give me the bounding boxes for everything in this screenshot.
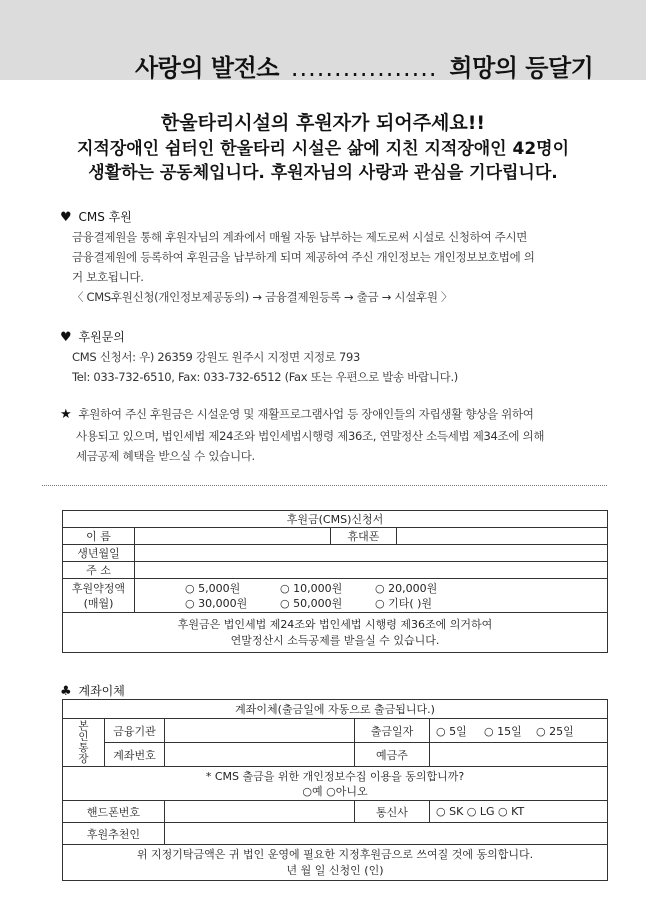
amount-option-30000[interactable]: ○ 30,000원 bbox=[185, 596, 248, 610]
account-transfer-form bbox=[62, 699, 608, 881]
cms-section-heading bbox=[60, 208, 132, 225]
holder-field[interactable] bbox=[430, 743, 608, 767]
referrer-label: 후원추천인 bbox=[63, 823, 165, 845]
inquiry-address-line: CMS 신청서: 우) 26359 강원도 원주시 지정면 지정로 793 bbox=[72, 350, 361, 364]
account-number-label: 계좌번호 bbox=[105, 743, 165, 767]
cms-application-form bbox=[62, 510, 608, 653]
cms-section-title: CMS 후원 bbox=[78, 210, 132, 224]
heart-icon: ♥ bbox=[60, 210, 72, 225]
withdraw-date-label: 출금일자 bbox=[355, 719, 430, 743]
privacy-consent-question: * CMS 출금을 위한 개인정보수집 이용을 동의합니까? bbox=[205, 769, 465, 783]
header-title-dots: ................. bbox=[290, 54, 438, 82]
star-icon: ★ bbox=[60, 407, 72, 422]
notice-text: 사용되고 있으며, 법인세법 제24조와 법인세법시행령 제36조, 연말정산 소득세법 제34조에 의해 bbox=[76, 429, 545, 443]
privacy-consent bbox=[63, 767, 608, 801]
carrier-label: 통신사 bbox=[355, 801, 430, 823]
dotted-separator bbox=[42, 485, 607, 486]
tax-note: 후원금은 법인세법 제24조와 법인세법 시행령 제36조에 의거하여 연말정산시 소득공제를 받을실 수 있습니다. bbox=[63, 613, 608, 653]
cms-text-line: 금융결제원을 통해 후원자님의 계좌에서 매월 자동 납부하는 제도로써 시설로 신청하여 주시면 bbox=[72, 230, 528, 244]
amount-option-5000[interactable]: ○ 5,000원 bbox=[185, 581, 241, 595]
amount-label: 후원약정액 (매월) bbox=[63, 579, 135, 613]
header-title-left: 사랑의 발전소 bbox=[135, 54, 279, 82]
mobile-field[interactable] bbox=[165, 801, 355, 823]
headline-line-1: 한울타리시설의 후원자가 되어주세요!! bbox=[160, 112, 486, 134]
mobile-label: 핸드폰번호 bbox=[63, 801, 165, 823]
designation-agreement bbox=[63, 845, 608, 881]
phone-label: 휴대폰 bbox=[331, 528, 397, 545]
transfer-form-title: 계좌이체(출금일에 자동으로 출금됩니다.) bbox=[63, 700, 608, 719]
transfer-section-heading bbox=[60, 682, 125, 699]
notice-text: 후원하여 주신 후원금은 시설운영 및 재활프로그램사업 등 장애인들의 자립생활 향상을 위하여 bbox=[78, 407, 534, 421]
club-icon: ♣ bbox=[60, 684, 72, 699]
bank-field[interactable] bbox=[165, 719, 355, 743]
address-label: 주 소 bbox=[63, 562, 135, 579]
headline-line-2: 지적장애인 쉼터인 한울타리 시설은 삶에 지친 지적장애인 42명이 bbox=[76, 139, 570, 159]
inquiry-section-title: 후원문의 bbox=[78, 330, 125, 344]
notice-line-1 bbox=[60, 406, 534, 422]
inquiry-section-heading bbox=[60, 328, 125, 345]
account-number-field[interactable] bbox=[165, 743, 355, 767]
birth-field[interactable] bbox=[135, 545, 608, 562]
cms-text-line: 금융결제원에 등록하여 후원금을 납부하게 되며 제공하여 주신 개인정보는 개인정보보호법에 의 bbox=[72, 250, 535, 264]
referrer-field[interactable] bbox=[165, 823, 608, 845]
birth-label: 생년월일 bbox=[63, 545, 135, 562]
date-option-15[interactable]: ○ 15일 bbox=[484, 724, 522, 738]
date-option-5[interactable]: ○ 5일 bbox=[436, 724, 467, 738]
headline-line-3: 생활하는 공동체입니다. 후원자님의 사랑과 관심을 기다립니다. bbox=[88, 163, 558, 183]
privacy-consent-options[interactable]: ○예 ○아니오 bbox=[302, 784, 368, 798]
cms-text-line: 거 보호됩니다. bbox=[72, 270, 144, 284]
amount-option-other[interactable]: ○ 기타( )원 bbox=[375, 596, 433, 610]
header-title bbox=[135, 48, 593, 83]
bank-label: 금융기관 bbox=[105, 719, 165, 743]
date-option-25[interactable]: ○ 25일 bbox=[536, 724, 574, 738]
address-field[interactable] bbox=[135, 562, 608, 579]
header-title-right: 희망의 등달기 bbox=[449, 54, 594, 82]
signature-line[interactable]: 년 월 일 신청인 (인) bbox=[286, 863, 384, 877]
transfer-section-title: 계좌이체 bbox=[78, 684, 125, 698]
cms-process-line: 〈 CMS후원신청(개인정보제공동의) → 금융결제원등록 → 출금 → 시설후원 〉 bbox=[72, 290, 453, 304]
amount-option-10000[interactable]: ○ 10,000원 bbox=[280, 581, 343, 595]
name-label: 이 름 bbox=[63, 528, 135, 545]
notice-text: 세금공제 혜택을 받으실 수 있습니다. bbox=[76, 449, 255, 463]
amount-option-20000[interactable]: ○ 20,000원 bbox=[375, 581, 438, 595]
amount-options bbox=[135, 579, 608, 613]
phone-field[interactable] bbox=[397, 528, 608, 545]
amount-option-50000[interactable]: ○ 50,000원 bbox=[280, 596, 343, 610]
name-field[interactable] bbox=[135, 528, 331, 545]
withdraw-date-options bbox=[430, 719, 608, 743]
carrier-options[interactable]: ○ SK ○ LG ○ KT bbox=[430, 801, 608, 823]
own-account-label: 본 인 통 장 bbox=[63, 719, 105, 767]
agreement-text: 위 지정기탁금액은 귀 법인 운영에 필요한 지정후원금으로 쓰여질 것에 동의합니다. bbox=[136, 847, 534, 861]
inquiry-contact-line: Tel: 033-732-6510, Fax: 033-732-6512 (Fax 또는 우편으로 발송 바랍니다.) bbox=[72, 370, 458, 384]
form-title: 후원금(CMS)신청서 bbox=[63, 511, 608, 528]
heart-icon: ♥ bbox=[60, 330, 72, 345]
holder-label: 예금주 bbox=[355, 743, 430, 767]
